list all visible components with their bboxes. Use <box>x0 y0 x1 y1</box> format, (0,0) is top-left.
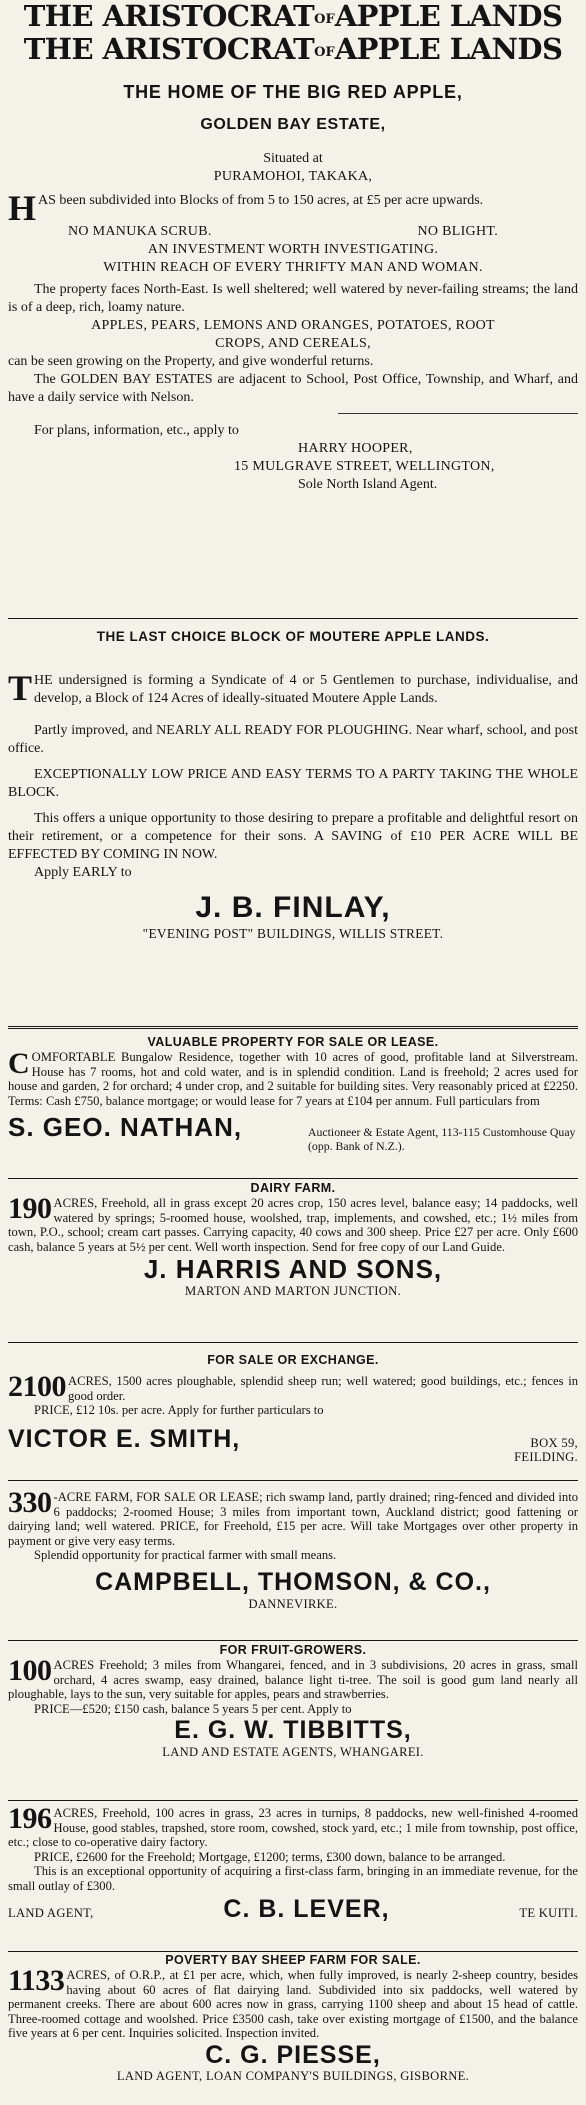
ad3-body-text: OMFORTABLE Bungalow Residence, together with 10 acres of good, profitable land at Silverstream. House has 7 rooms, hot and cold water, and is in splendid condition. Land is freehold; 2 acres used for house and garden, 2 for orchard; 4 under crop, and 2 suitable for building sites. Very reasonably priced at £2250. Terms: Cash £750, balance mortgage; or would lease for 7 years at £104 per annum. Full particulars from <box>8 1050 578 1108</box>
ad2-body-4: This offers a unique opportunity to those desiring to prepare a profitable and delightful resort on their retirement, or a competence for their sons. A SAVING of £10 PER ACRE WILL BE EFFECTED BY COMING IN NOW. <box>8 811 578 862</box>
adjacent-paragraph: The GOLDEN BAY ESTATES are adjacent to School, Post Office, Township, and Wharf, and have a daily service with Nelson. <box>8 372 578 405</box>
ad-silverstream-property <box>8 1034 578 1153</box>
ad8-acre-number: 196 <box>8 1802 52 1835</box>
no-manuka: NO MANUKA SCRUB. <box>68 224 212 239</box>
no-list <box>8 223 578 241</box>
ad4-name: J. HARRIS AND SONS, <box>143 1254 443 1284</box>
ad4-body <box>8 1192 578 1254</box>
ad2-body-2: Partly improved, and NEARLY ALL READY FOR PLOUGHING. Near wharf, school, and post office. <box>8 723 578 756</box>
no-blight: NO BLIGHT. <box>417 224 498 239</box>
ad9-body <box>8 1964 578 2041</box>
ad6-body <box>8 1486 578 1548</box>
ad7-role: LAND AND ESTATE AGENTS, WHANGAREI. <box>162 1745 424 1759</box>
ad4-acre-number: 190 <box>8 1192 52 1225</box>
ad2-body-1 <box>8 668 578 708</box>
ad4-address: MARTON AND MARTON JUNCTION. <box>184 1284 402 1298</box>
divider-6 <box>8 1640 578 1641</box>
estate-name: GOLDEN BAY ESTATE, <box>200 116 386 133</box>
divider-1 <box>8 618 578 619</box>
ad8-footer <box>8 1895 578 1923</box>
ad-sale-or-exchange <box>8 1352 578 1465</box>
divider-7 <box>8 1800 578 1801</box>
ad-dairy-farm <box>8 1181 578 1299</box>
agent-role: Sole North Island Agent. <box>298 477 438 492</box>
divider-4 <box>8 1342 578 1343</box>
headline-end: APPLE LANDS <box>334 0 563 33</box>
ad6-extra: Splendid opportunity for practical farmer with small means. <box>34 1548 337 1562</box>
ad5-footer <box>8 1424 578 1465</box>
faces-paragraph: The property faces North-East. Is well sheltered; well watered by never-failing streams; the land is of a deep, rich, loamy nature. <box>8 282 578 315</box>
situated: Situated at <box>263 151 323 166</box>
crops-line-1: APPLES, PEARS, LEMONS AND ORANGES, POTATOES, ROOT <box>91 318 495 333</box>
ad6-acre-number: 330 <box>8 1486 52 1519</box>
crops-line-3: can be seen growing on the Property, and give wonderful returns. <box>8 354 374 369</box>
headline-text: THE ARISTOCRAT <box>23 32 315 66</box>
ad5-body-text: ACRES, 1500 acres ploughable, splendid sheep run; well watered; good buildings, etc.; fences in good order. <box>68 1374 578 1403</box>
ad4-body-text: ACRES, Freehold, all in grass except 20 acres crop, 150 acres level, balance easy; 14 paddocks, well watered by springs; 5-roomed house, woolshed, trap, implements, and cowshed, etc.; 1½ miles from town, P.O., school; cream cart passes. Carrying capacity, 40 cows and 300 sheep. Price £27 per acre. Only £600 cash, balance 5 years at 5½ per cent. Well worth inspection. Send for free copy of our Land Guide. <box>8 1196 578 1254</box>
headline-of: OF <box>314 12 335 27</box>
ad3-role: Auctioneer & Estate Agent, 113-115 Customhouse Quay (opp. Bank of N.Z.). <box>308 1125 576 1153</box>
ad-fruit-growers <box>8 1643 578 1760</box>
agent-name: HARRY HOOPER, <box>298 441 413 456</box>
headline-2 <box>8 33 578 66</box>
ad8-name: C. B. LEVER, <box>223 1895 390 1923</box>
ad8-price: PRICE, £2600 for the Freehold; Mortgage, £1200; terms, £300 down, balance to be arranged. <box>34 1849 506 1864</box>
headline-text: THE ARISTOCRAT <box>23 0 315 33</box>
ad3-footer <box>8 1112 578 1153</box>
ad2-address: "EVENING POST" BUILDINGS, WILLIS STREET. <box>142 926 444 941</box>
within-reach: WITHIN REACH OF EVERY THRIFTY MAN AND WOMAN. <box>103 260 483 275</box>
ad2-apply: Apply EARLY to <box>34 865 132 880</box>
investment: AN INVESTMENT WORTH INVESTIGATING. <box>147 242 439 257</box>
ad5-acre-number: 2100 <box>8 1370 66 1403</box>
ad9-acre-number: 1133 <box>8 1964 65 1997</box>
ad7-name: E. G. W. TIBBITTS, <box>174 1716 412 1744</box>
ad5-name: VICTOR E. SMITH, <box>8 1424 241 1453</box>
agent-address: 15 MULGRAVE STREET, WELLINGTON, <box>234 459 495 474</box>
ad6-town: DANNEVIRKE. <box>248 1596 338 1611</box>
ad8-body <box>8 1802 578 1850</box>
ad8-extra: This is an exceptional opportunity of acquiring a first-class farm, bringing in an immediate revenue, for the small outlay of £300. <box>8 1864 578 1893</box>
drop-cap: C <box>8 1047 30 1080</box>
intro-paragraph <box>8 188 578 228</box>
ad9-title: POVERTY BAY SHEEP FARM FOR SALE. <box>165 1953 421 1967</box>
subtitle: THE HOME OF THE BIG RED APPLE, <box>123 82 463 102</box>
ad9-name: C. G. PIESSE, <box>205 2040 381 2069</box>
location: PURAMOHOI, TAKAKA, <box>213 169 373 184</box>
ad5-box <box>514 1436 578 1465</box>
headline-of: OF <box>314 45 335 60</box>
divider-2 <box>8 1026 578 1029</box>
ad8-town: TE KUITI. <box>519 1906 578 1920</box>
ad7-body <box>8 1654 578 1702</box>
ad2-body-3: EXCEPTIONALLY LOW PRICE AND EASY TERMS TO A PARTY TAKING THE WHOLE BLOCK. <box>8 767 578 800</box>
ad5-price: PRICE, £12 10s. per acre. Apply for further particulars to <box>34 1403 324 1417</box>
ad5-town: FEILDING. <box>514 1450 578 1464</box>
ad7-body-text: ACRES Freehold; 3 miles from Whangarei, fenced, and in 3 subdivisions, 20 acres in grass, small orchard, 4 acres swamp, easy drained, balance light ti-tree. The soil is good gum land nearly all ploughable, lays to the sun, very suitable for apples, pears and strawberries. <box>8 1658 578 1701</box>
ad-196-acres <box>8 1802 578 1923</box>
headline-end: APPLE LANDS <box>334 32 563 66</box>
ad9-body-text: ACRES, of O.R.P., at £1 per acre, which, when fully improved, is nearly 2-sheep country, besides having about 60 acres of flat dairying land. Subdivided into six paddocks, well watered by permanent creeks. There are about 600 acres now in grass, carrying 1100 sheep and about 15 head of cattle. Three-roomed cottage and woolshed. Price £3500 cash, take over existing mortgage of £1500, and the balance five years at 6 per cent. Inquiries solicited. Inspection invited. <box>8 1968 578 2040</box>
ad3-name: S. GEO. NATHAN, <box>8 1112 243 1142</box>
divider-3 <box>8 1178 578 1179</box>
ad-moutere-apple-lands <box>8 628 578 943</box>
ad-golden-bay-estate <box>8 0 578 494</box>
intro-text: AS been subdivided into Blocks of from 5 to 150 acres, at £5 per acre upwards. <box>38 193 484 208</box>
headline-1 <box>8 0 578 33</box>
apply-line: For plans, information, etc., apply to <box>34 423 239 438</box>
ad3-title: VALUABLE PROPERTY FOR SALE OR LEASE. <box>147 1035 439 1049</box>
ad3-body <box>8 1047 578 1108</box>
ad5-body <box>8 1370 578 1403</box>
ad2-title: THE LAST CHOICE BLOCK OF MOUTERE APPLE LANDS. <box>96 629 490 644</box>
ad-330-acre-farm <box>8 1486 578 1611</box>
ad4-title: DAIRY FARM. <box>250 1181 336 1195</box>
ad9-address: LAND AGENT, LOAN COMPANY'S BUILDINGS, GISBORNE. <box>116 2068 470 2083</box>
ad6-name: CAMPBELL, THOMSON, & CO., <box>95 1567 491 1596</box>
divider-8 <box>8 1951 578 1952</box>
drop-cap: T <box>8 668 33 708</box>
ad7-price: PRICE—£520; £150 cash, balance 5 years 5 per cent. Apply to <box>34 1701 352 1716</box>
ad5-title: FOR SALE OR EXCHANGE. <box>207 1353 379 1367</box>
divider-5 <box>8 1480 578 1481</box>
ad6-body-text: -ACRE FARM, FOR SALE OR LEASE; rich swamp land, partly drained; ring-fenced and divided into 6 paddocks; 2-roomed House; 3 miles from important town, Auckland district; good fattening or dairying land; well watered. PRICE, for Freehold, £15 per acre. Will take Mortgages over other property in payment or give very easy terms. <box>8 1490 578 1548</box>
ad5-box-number: BOX 59, <box>530 1435 578 1450</box>
ad2-name: J. B. FINLAY, <box>195 891 391 924</box>
ad-poverty-bay <box>8 1953 578 2083</box>
ad7-title: FOR FRUIT-GROWERS. <box>219 1643 367 1657</box>
ad8-land-agent: LAND AGENT, <box>8 1906 94 1920</box>
ad2-body-1-text: HE undersigned is forming a Syndicate of 4 or 5 Gentlemen to purchase, individualise, and develop, a Block of 124 Acres of ideally-situated Moutere Apple Lands. <box>34 673 578 706</box>
ad8-body-text: ACRES, Freehold, 100 acres in grass, 23 acres in turnips, 8 paddocks, new well-finished 4-roomed House, good stables, trapshed, store room, cowshed, stock yard, etc.; 1 mile from township, post office, etc.; close to co-operative dairy factory. <box>8 1806 578 1849</box>
crops-line-2: CROPS, AND CEREALS, <box>215 336 371 351</box>
ad7-acre-number: 100 <box>8 1654 52 1687</box>
drop-cap: H <box>8 188 37 228</box>
short-divider <box>338 413 578 414</box>
